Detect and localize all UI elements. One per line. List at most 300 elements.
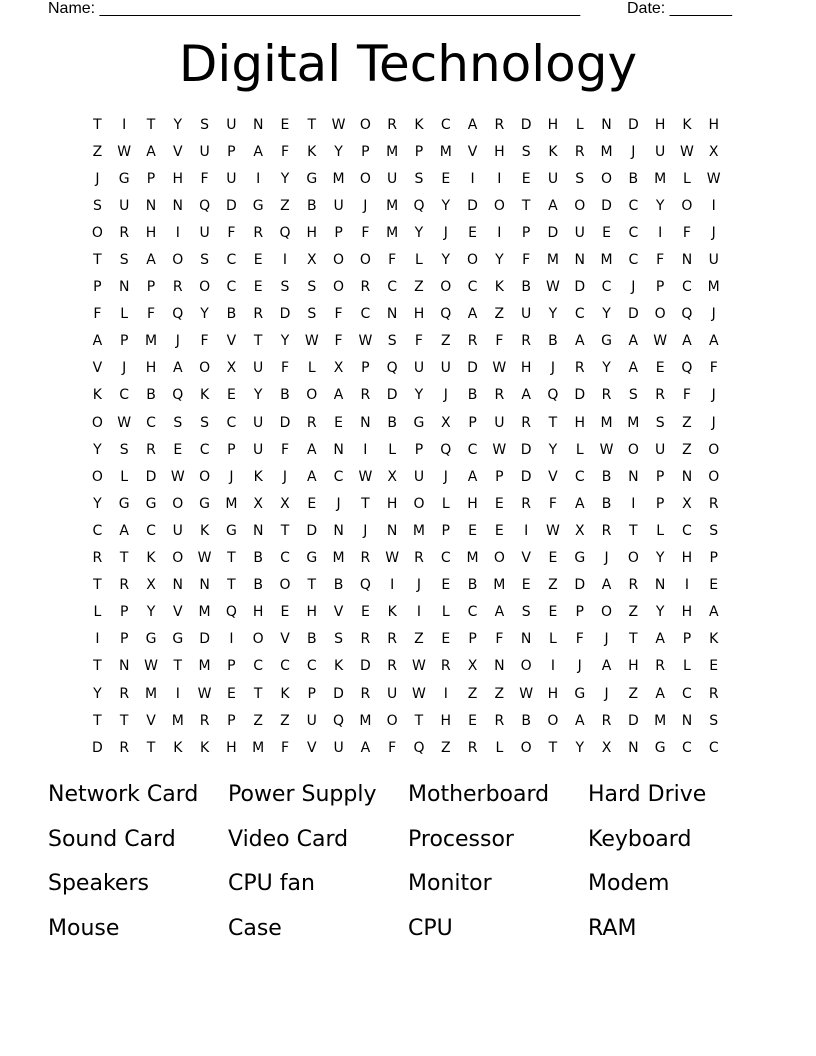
- grid-letter: R: [387, 631, 398, 648]
- grid-letter: I: [282, 252, 288, 269]
- grid-letter: K: [494, 279, 504, 296]
- grid-letter: E: [494, 522, 504, 539]
- grid-letter: A: [574, 333, 585, 350]
- grid-letter: Y: [414, 224, 424, 241]
- grid-letter: R: [574, 360, 585, 377]
- grid-letter: Q: [225, 604, 237, 621]
- grid-letter: V: [226, 333, 237, 350]
- grid-letter: A: [306, 468, 317, 485]
- grid-letter: L: [441, 495, 450, 512]
- grid-letter: C: [226, 252, 237, 269]
- date-field-label: Date: _______: [627, 0, 732, 17]
- grid-letter: U: [253, 414, 264, 431]
- grid-letter: K: [414, 116, 424, 133]
- grid-letter: T: [629, 631, 638, 648]
- grid-letter: X: [601, 739, 612, 756]
- grid-letter: O: [708, 468, 720, 485]
- grid-letter: M: [386, 197, 399, 214]
- grid-letter: M: [707, 279, 720, 296]
- grid-letter: G: [574, 550, 586, 567]
- grid-letter: Z: [494, 306, 505, 323]
- grid-letter: W: [653, 333, 668, 350]
- word-list-item: CPU fan: [228, 871, 315, 896]
- grid-letter: T: [146, 116, 156, 133]
- grid-letter: N: [628, 468, 639, 485]
- grid-letter: H: [440, 712, 452, 729]
- grid-letter: R: [574, 143, 585, 160]
- grid-letter: R: [467, 333, 478, 350]
- grid-letter: B: [253, 550, 263, 567]
- grid-letter: W: [519, 685, 534, 702]
- grid-letter: X: [387, 468, 397, 485]
- grid-letter: O: [172, 550, 184, 567]
- grid-letter: I: [711, 197, 716, 214]
- grid-letter: C: [682, 522, 692, 539]
- grid-letter: D: [627, 712, 639, 729]
- grid-letter: P: [227, 658, 236, 675]
- grid-letter: O: [601, 604, 613, 621]
- grid-letter: O: [91, 224, 103, 241]
- grid-letter: C: [119, 387, 130, 404]
- word-list-item: Modem: [588, 871, 670, 896]
- grid-letter: N: [118, 658, 130, 675]
- grid-letter: C: [306, 658, 317, 675]
- grid-letter: L: [441, 604, 450, 621]
- grid-letter: U: [387, 685, 398, 702]
- grid-letter: W: [170, 468, 185, 485]
- grid-letter: D: [574, 577, 586, 594]
- grid-letter: E: [441, 170, 451, 187]
- grid-letter: I: [229, 631, 234, 648]
- grid-letter: E: [360, 604, 370, 621]
- grid-letter: S: [307, 279, 317, 296]
- grid-letter: C: [467, 604, 478, 621]
- grid-letter: T: [521, 197, 531, 214]
- grid-letter: O: [199, 360, 211, 377]
- grid-letter: T: [548, 414, 558, 431]
- grid-letter: P: [414, 143, 424, 160]
- grid-letter: S: [334, 631, 344, 648]
- grid-letter: K: [682, 116, 692, 133]
- grid-letter: M: [225, 495, 238, 512]
- grid-letter: L: [415, 252, 423, 269]
- grid-letter: T: [93, 577, 102, 594]
- grid-letter: U: [655, 143, 666, 160]
- grid-letter: A: [708, 333, 719, 350]
- grid-letter: R: [119, 224, 130, 241]
- grid-letter: I: [95, 631, 100, 648]
- grid-letter: Y: [602, 360, 611, 377]
- grid-letter: H: [306, 604, 318, 621]
- grid-letter: S: [387, 333, 397, 350]
- grid-letter: W: [197, 685, 212, 702]
- word-list-item: Network Card: [48, 782, 199, 807]
- grid-letter: Y: [655, 197, 665, 214]
- grid-letter: I: [524, 522, 529, 539]
- grid-letter: M: [627, 414, 640, 431]
- grid-letter: N: [386, 522, 398, 539]
- grid-letter: O: [520, 658, 532, 675]
- grid-letter: C: [628, 252, 639, 269]
- grid-letter: P: [495, 468, 504, 485]
- grid-letter: H: [145, 360, 157, 377]
- grid-letter: P: [334, 224, 343, 241]
- grid-letter: R: [628, 577, 639, 594]
- grid-letter: D: [199, 631, 210, 648]
- grid-letter: I: [175, 224, 180, 241]
- grid-letter: O: [386, 712, 398, 729]
- grid-letter: A: [601, 577, 612, 594]
- grid-letter: T: [93, 116, 102, 133]
- grid-letter: E: [655, 360, 665, 377]
- grid-letter: D: [520, 441, 532, 458]
- grid-letter: T: [173, 658, 183, 675]
- grid-letter: F: [656, 252, 665, 269]
- grid-letter: U: [708, 252, 719, 269]
- grid-letter: W: [412, 685, 426, 702]
- grid-letter: P: [441, 522, 450, 539]
- grid-letter: J: [443, 387, 448, 404]
- grid-letter: W: [358, 333, 373, 350]
- grid-letter: W: [385, 550, 400, 567]
- grid-letter: V: [92, 360, 103, 377]
- grid-letter: V: [173, 604, 183, 621]
- grid-letter: P: [655, 495, 665, 512]
- grid-letter: G: [413, 414, 425, 431]
- grid-letter: U: [440, 360, 451, 377]
- grid-letter: N: [681, 468, 693, 485]
- grid-letter: S: [521, 143, 531, 160]
- grid-letter: T: [280, 522, 290, 539]
- grid-letter: W: [706, 170, 721, 187]
- grid-letter: H: [654, 116, 666, 133]
- grid-letter: T: [93, 252, 102, 269]
- grid-letter: F: [522, 252, 531, 269]
- grid-letter: Q: [413, 197, 425, 214]
- grid-letter: D: [574, 279, 586, 296]
- grid-letter: U: [387, 170, 398, 187]
- grid-letter: R: [494, 712, 505, 729]
- grid-letter: R: [521, 333, 532, 350]
- grid-letter: N: [360, 414, 371, 431]
- grid-letter: H: [628, 658, 639, 675]
- grid-letter: R: [708, 495, 719, 512]
- grid-letter: C: [628, 224, 639, 241]
- grid-letter: H: [681, 604, 693, 621]
- grid-letter: F: [280, 143, 289, 160]
- grid-letter: I: [684, 577, 689, 594]
- grid-letter: Y: [93, 441, 102, 458]
- grid-letter: Q: [413, 739, 425, 756]
- grid-letter: R: [253, 224, 264, 241]
- grid-letter: D: [467, 360, 478, 377]
- grid-letter: G: [574, 685, 586, 702]
- grid-letter: A: [467, 306, 478, 323]
- grid-letter: I: [443, 685, 448, 702]
- grid-letter: B: [387, 414, 397, 431]
- grid-letter: R: [521, 495, 532, 512]
- grid-letter: Z: [414, 279, 424, 296]
- grid-letter: A: [119, 522, 129, 539]
- grid-letter: U: [413, 360, 425, 377]
- grid-letter: P: [655, 468, 665, 485]
- grid-letter: P: [119, 333, 129, 350]
- grid-letter: U: [226, 116, 237, 133]
- grid-letter: A: [253, 143, 263, 160]
- grid-letter: O: [440, 279, 452, 296]
- grid-letter: K: [253, 468, 263, 485]
- grid-letter: N: [574, 252, 585, 269]
- grid-letter: A: [708, 604, 719, 621]
- grid-letter: R: [655, 387, 665, 404]
- grid-letter: G: [654, 739, 666, 756]
- grid-letter: A: [173, 360, 183, 377]
- grid-letter: A: [574, 495, 585, 512]
- word-list-item: Motherboard: [408, 782, 550, 807]
- grid-letter: Q: [333, 712, 345, 729]
- grid-letter: I: [470, 170, 475, 187]
- grid-letter: D: [627, 116, 639, 133]
- grid-letter: I: [658, 224, 663, 241]
- grid-letter: M: [600, 252, 613, 269]
- grid-letter: R: [601, 522, 612, 539]
- grid-letter: O: [279, 577, 291, 594]
- grid-letter: U: [547, 170, 559, 187]
- grid-letter: C: [199, 441, 210, 458]
- grid-letter: J: [711, 414, 716, 431]
- word-list-item: Hard Drive: [588, 782, 707, 807]
- grid-letter: E: [468, 522, 477, 539]
- grid-letter: C: [682, 279, 692, 296]
- grid-letter: H: [494, 143, 505, 160]
- grid-letter: F: [280, 441, 289, 458]
- grid-letter: C: [628, 197, 639, 214]
- grid-letter: A: [467, 468, 478, 485]
- grid-letter: R: [360, 387, 371, 404]
- grid-letter: X: [146, 577, 156, 594]
- grid-letter: P: [468, 414, 477, 431]
- grid-letter: B: [280, 387, 290, 404]
- grid-letter: H: [252, 604, 264, 621]
- grid-letter: O: [654, 306, 666, 323]
- grid-letter: Y: [575, 739, 585, 756]
- grid-letter: F: [280, 739, 289, 756]
- grid-letter: H: [226, 739, 237, 756]
- grid-letter: D: [333, 685, 344, 702]
- grid-letter: E: [521, 577, 531, 594]
- grid-letter: U: [253, 441, 264, 458]
- grid-letter: M: [654, 712, 667, 729]
- grid-letter: O: [306, 387, 318, 404]
- grid-letter: Z: [440, 739, 451, 756]
- grid-letter: A: [146, 252, 156, 269]
- grid-letter: O: [601, 170, 613, 187]
- grid-letter: L: [120, 468, 129, 485]
- grid-letter: O: [91, 468, 103, 485]
- grid-letter: Y: [548, 441, 558, 458]
- grid-letter: M: [198, 658, 211, 675]
- grid-letter: J: [604, 550, 609, 567]
- grid-letter: A: [548, 197, 558, 214]
- grid-letter: R: [494, 387, 505, 404]
- grid-letter: A: [682, 333, 692, 350]
- grid-letter: W: [358, 468, 373, 485]
- grid-letter: V: [521, 550, 531, 567]
- grid-letter: C: [360, 306, 371, 323]
- grid-letter: F: [146, 306, 156, 323]
- grid-letter: G: [145, 631, 157, 648]
- grid-letter: X: [708, 143, 719, 160]
- grid-letter: V: [548, 468, 558, 485]
- grid-letter: G: [172, 631, 184, 648]
- grid-letter: D: [520, 116, 532, 133]
- grid-letter: U: [413, 468, 425, 485]
- grid-letter: K: [173, 739, 183, 756]
- grid-letter: X: [467, 658, 478, 675]
- grid-letter: F: [280, 360, 289, 377]
- grid-letter: K: [92, 387, 102, 404]
- grid-letter: O: [493, 550, 505, 567]
- grid-letter: H: [708, 116, 719, 133]
- grid-letter: Z: [548, 577, 558, 594]
- grid-letter: D: [306, 522, 318, 539]
- grid-letter: N: [199, 577, 210, 594]
- grid-letter: N: [494, 658, 505, 675]
- grid-letter: C: [226, 279, 237, 296]
- grid-letter: T: [253, 333, 263, 350]
- grid-letter: P: [521, 224, 531, 241]
- grid-letter: H: [306, 224, 318, 241]
- grid-letter: A: [655, 685, 665, 702]
- grid-letter: D: [467, 197, 478, 214]
- grid-letter: M: [600, 414, 613, 431]
- grid-letter: N: [145, 197, 157, 214]
- grid-letter: I: [497, 170, 502, 187]
- grid-letter: W: [492, 441, 507, 458]
- grid-letter: A: [92, 333, 103, 350]
- grid-letter: O: [627, 441, 639, 458]
- grid-letter: R: [360, 279, 371, 296]
- grid-letter: W: [599, 441, 614, 458]
- word-list-item: Video Card: [228, 826, 349, 852]
- grid-letter: U: [199, 143, 210, 160]
- grid-letter: Z: [494, 685, 505, 702]
- grid-letter: B: [226, 306, 237, 323]
- grid-letter: U: [119, 197, 130, 214]
- grid-letter: Z: [467, 685, 478, 702]
- grid-letter: R: [387, 658, 398, 675]
- grid-letter: E: [253, 279, 263, 296]
- grid-letter: E: [548, 550, 558, 567]
- grid-letter: L: [495, 739, 504, 756]
- grid-letter: E: [494, 495, 504, 512]
- grid-letter: G: [601, 333, 612, 350]
- name-field-label: Name: ______________________________________________________: [48, 0, 581, 17]
- grid-letter: E: [226, 685, 236, 702]
- grid-letter: J: [604, 685, 609, 702]
- grid-letter: V: [467, 143, 478, 160]
- grid-letter: E: [226, 387, 236, 404]
- grid-letter: J: [550, 360, 556, 377]
- grid-letter: W: [546, 522, 560, 539]
- grid-letter: O: [172, 252, 184, 269]
- grid-letter: N: [172, 197, 184, 214]
- grid-letter: S: [655, 414, 665, 431]
- grid-letter: Q: [681, 360, 693, 377]
- grid-letter: M: [171, 712, 184, 729]
- grid-letter: G: [306, 170, 318, 187]
- grid-letter: G: [118, 170, 130, 187]
- grid-letter: T: [307, 116, 317, 133]
- grid-letter: C: [440, 550, 451, 567]
- grid-letter: S: [119, 441, 129, 458]
- grid-letter: F: [548, 495, 557, 512]
- grid-letter: O: [681, 197, 693, 214]
- grid-letter: Y: [93, 685, 102, 702]
- grid-letter: T: [253, 685, 263, 702]
- grid-letter: I: [390, 577, 395, 594]
- grid-letter: J: [711, 224, 716, 241]
- grid-letter: J: [711, 387, 716, 404]
- grid-letter: L: [307, 360, 316, 377]
- grid-letter: O: [359, 116, 371, 133]
- grid-letter: F: [495, 631, 504, 648]
- grid-letter: Q: [547, 387, 559, 404]
- grid-letter: R: [172, 279, 183, 296]
- grid-letter: V: [333, 604, 344, 621]
- grid-letter: I: [631, 495, 636, 512]
- grid-letter: Q: [172, 306, 184, 323]
- grid-letter: O: [333, 279, 345, 296]
- grid-letter: B: [467, 387, 478, 404]
- grid-letter: Z: [440, 333, 451, 350]
- grid-letter: J: [363, 522, 368, 539]
- page-title: Digital Technology: [178, 35, 638, 93]
- grid-letter: B: [628, 170, 639, 187]
- grid-letter: E: [334, 414, 343, 431]
- grid-letter: I: [363, 441, 368, 458]
- grid-letter: K: [387, 604, 397, 621]
- grid-letter: G: [225, 522, 237, 539]
- grid-letter: Z: [280, 197, 290, 214]
- grid-letter: H: [386, 495, 398, 512]
- grid-letter: L: [575, 116, 584, 133]
- grid-letter: P: [227, 143, 236, 160]
- grid-letter: P: [93, 279, 102, 296]
- grid-letter: Y: [146, 604, 156, 621]
- grid-letter: A: [333, 387, 344, 404]
- grid-letter: T: [307, 577, 317, 594]
- grid-letter: U: [306, 712, 317, 729]
- grid-letter: R: [601, 387, 612, 404]
- grid-letter: Q: [199, 197, 211, 214]
- grid-letter: C: [333, 468, 344, 485]
- grid-letter: E: [280, 116, 290, 133]
- grid-letter: O: [467, 252, 479, 269]
- grid-letter: M: [600, 143, 613, 160]
- grid-letter: S: [280, 279, 290, 296]
- grid-letter: Y: [93, 495, 102, 512]
- grid-letter: E: [709, 658, 719, 675]
- grid-letter: Z: [253, 712, 263, 729]
- grid-letter: B: [601, 468, 612, 485]
- grid-letter: E: [468, 712, 477, 729]
- grid-letter: L: [388, 441, 397, 458]
- grid-letter: E: [548, 604, 558, 621]
- grid-letter: Y: [280, 333, 290, 350]
- grid-letter: F: [334, 306, 343, 323]
- grid-letter: H: [681, 550, 693, 567]
